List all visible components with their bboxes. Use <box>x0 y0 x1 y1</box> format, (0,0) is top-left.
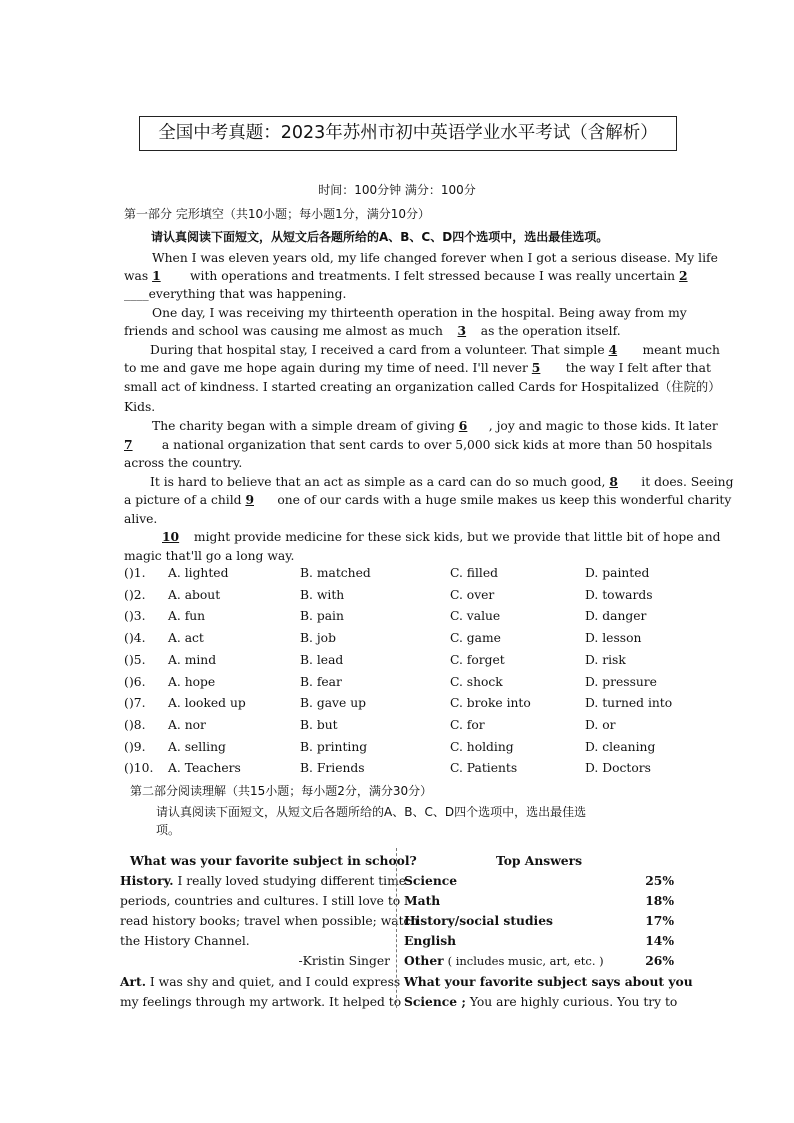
question-d: D. lesson <box>585 631 642 646</box>
question-d: D. turned into <box>585 696 673 711</box>
question-num: )3. <box>129 609 146 624</box>
question-a: A. about <box>168 587 221 602</box>
passage-line: One day, I was receiving my thirteenth operation in the hospital. Being away from my <box>152 306 687 320</box>
blank-5: 5 <box>531 360 541 375</box>
question-a: A. looked up <box>168 696 246 711</box>
blank-10: 10 <box>162 529 180 544</box>
question-d: D. painted <box>585 566 650 580</box>
blank-6: 6 <box>458 418 468 433</box>
part2-instruction: 请认真阅读下面短文，从短文后各题所给的A、B、C、D四个选项中，选出最佳选 <box>156 805 587 819</box>
top-answers-header: Top Answers <box>495 853 583 868</box>
answer-row <box>404 871 674 891</box>
survey-question: What was your favorite subject in school? <box>130 853 417 868</box>
blank-8: 8 <box>609 474 618 489</box>
question-row <box>124 566 684 586</box>
question-b: B. lead <box>300 652 344 667</box>
blank-9: 9 <box>245 492 254 507</box>
blank-3: 3 <box>457 323 467 338</box>
question-num: )2. <box>129 587 146 602</box>
question-c: C. for <box>450 717 485 732</box>
answer-row <box>404 911 674 931</box>
passage-line: alive. <box>124 512 158 526</box>
answer-subject: English <box>404 933 457 948</box>
answer-row <box>404 931 674 951</box>
question-row <box>124 588 684 608</box>
says-header: What your favorite subject says about you <box>404 974 693 989</box>
question-num: )6. <box>129 674 146 689</box>
question-a: A. Teachers <box>168 761 241 776</box>
part1-instruction: 请认真阅读下面短文，从短文后各题所给的A、B、C、D四个选项中，选出最佳选项。 <box>151 230 609 244</box>
question-num: )5. <box>129 652 146 667</box>
part2-instruction-cont: 项。 <box>156 823 181 837</box>
question-d: D. risk <box>585 652 626 667</box>
answer-subject: History/social studies <box>404 913 553 928</box>
part1-header: 第一部分 完形填空（共10小题；每小题1分，满分10分） <box>124 207 430 221</box>
answer-row <box>404 891 674 911</box>
question-paren: ( <box>124 739 129 754</box>
question-paren: ( <box>124 631 129 646</box>
question-num: )4. <box>129 631 146 646</box>
passage-line: 10 might provide medicine for these sick kids, but we provide that little bit of hope and <box>162 529 721 544</box>
question-a: A. hope <box>168 674 216 689</box>
question-b: B. pain <box>300 609 344 624</box>
passage-line: friends and school was causing me almost as much 3 as the operation itself. <box>124 323 621 338</box>
passage-line: 7 a national organization that sent cards to over 5,000 sick kids at more than 50 hospitals <box>124 437 713 452</box>
passage-line: It is hard to believe that an act as simple as a card can do so much good, 8 it does. Seeing <box>150 474 734 489</box>
question-num: )8. <box>129 717 146 732</box>
question-paren: ( <box>124 652 129 667</box>
question-c: C. value <box>450 609 501 624</box>
question-num: )7. <box>129 696 146 711</box>
passage-line: ____everything that was happening. <box>124 287 347 301</box>
question-a: A. mind <box>168 652 217 667</box>
question-c: C. forget <box>450 652 505 667</box>
answer-percent: 14% <box>645 933 674 948</box>
question-a: A. fun <box>168 609 206 624</box>
answer-subject: Science <box>404 873 458 888</box>
question-row <box>124 609 684 629</box>
part2-header: 第二部分阅读理解（共15小题；每小题2分，满分30分） <box>130 784 433 798</box>
question-row <box>124 653 684 673</box>
passage-line: magic that'll go a long way. <box>124 549 295 563</box>
question-row <box>124 675 684 695</box>
question-a: A. nor <box>168 717 206 732</box>
question-paren: ( <box>124 717 129 732</box>
passage-line: small act of kindness. I started creating an organization called Cards for Hospitalized（住院的） <box>124 380 721 394</box>
question-a: A. act <box>168 631 204 646</box>
question-c: C. game <box>450 631 501 646</box>
question-d: D. danger <box>585 609 647 624</box>
question-paren: ( <box>124 587 129 602</box>
question-row <box>124 740 684 760</box>
question-b: B. fear <box>300 674 342 689</box>
question-row <box>124 718 684 738</box>
art-line: Art. I was shy and quiet, and I could express <box>120 974 401 989</box>
answer-percent: 25% <box>645 873 674 888</box>
question-paren: ( <box>124 609 129 624</box>
history-line: the History Channel. <box>120 934 250 948</box>
science-line: Science ; You are highly curious. You try to <box>404 994 678 1009</box>
question-c: C. broke into <box>450 696 531 711</box>
history-line: History. I really loved studying different time <box>120 873 407 888</box>
question-b: B. Friends <box>300 761 365 776</box>
question-paren: ( <box>124 566 129 580</box>
question-b: B. matched <box>300 566 371 580</box>
question-row <box>124 696 684 716</box>
blank-2: 2 <box>678 268 688 283</box>
question-d: D. Doctors <box>585 761 651 776</box>
answer-percent: 17% <box>645 913 674 928</box>
question-num: )1. <box>129 566 146 580</box>
answer-percent: 18% <box>645 893 674 908</box>
question-num: )10. <box>129 761 154 776</box>
question-num: )9. <box>129 739 146 754</box>
question-paren: ( <box>124 674 129 689</box>
question-row <box>124 631 684 651</box>
question-a: A. lighted <box>168 566 229 580</box>
question-b: B. but <box>300 717 338 732</box>
passage-line: to me and gave me hope again during my time of need. I'll never 5 the way I felt after that <box>124 360 711 375</box>
column-divider <box>396 848 397 1008</box>
art-line: my feelings through my artwork. It helped to <box>120 995 402 1009</box>
passage-line: During that hospital stay, I received a card from a volunteer. That simple 4 meant much <box>150 342 720 357</box>
question-paren: ( <box>124 761 129 776</box>
answer-row-other: Other ( includes music, art, etc. ) 26% <box>404 953 674 968</box>
passage-line: The charity began with a simple dream of giving 6 , joy and magic to those kids. It later <box>152 418 718 433</box>
question-c: C. over <box>450 587 495 602</box>
question-d: D. towards <box>585 587 653 602</box>
question-b: B. with <box>300 587 345 602</box>
passage-line: a picture of a child 9 one of our cards with a huge smile makes us keep this wonderful charity <box>124 492 732 507</box>
history-line: periods, countries and cultures. I still love to <box>120 894 401 908</box>
blank-1: 1 <box>152 268 161 283</box>
question-c: C. filled <box>450 566 499 580</box>
question-paren: ( <box>124 696 129 711</box>
question-d: D. or <box>585 717 616 732</box>
history-line: read history books; travel when possible; watch <box>120 914 419 928</box>
question-c: C. Patients <box>450 761 518 776</box>
question-a: A. selling <box>168 739 226 754</box>
passage-line: across the country. <box>124 456 243 470</box>
question-d: D. cleaning <box>585 739 656 754</box>
blank-4: 4 <box>608 342 618 357</box>
passage-line: was 1 with operations and treatments. I felt stressed because I was really uncertain 2 <box>124 267 674 285</box>
answer-subject: Math <box>404 893 441 908</box>
question-d: D. pressure <box>585 674 657 689</box>
page-title: 全国中考真题：2023年苏州市初中英语学业水平考试（含解析） <box>139 116 677 151</box>
question-b: B. gave up <box>300 696 366 711</box>
author: -Kristin Singer <box>298 954 390 968</box>
passage-line: Kids. <box>124 400 156 414</box>
passage-line: When I was eleven years old, my life changed forever when I got a serious disease. My life <box>152 251 718 265</box>
question-b: B. job <box>300 631 336 646</box>
question-row <box>124 761 684 781</box>
exam-info: 时间：100分钟 满分：100分 <box>318 183 476 197</box>
blank-7: 7 <box>124 437 133 452</box>
question-c: C. holding <box>450 739 514 754</box>
question-c: C. shock <box>450 674 503 689</box>
question-b: B. printing <box>300 739 368 754</box>
